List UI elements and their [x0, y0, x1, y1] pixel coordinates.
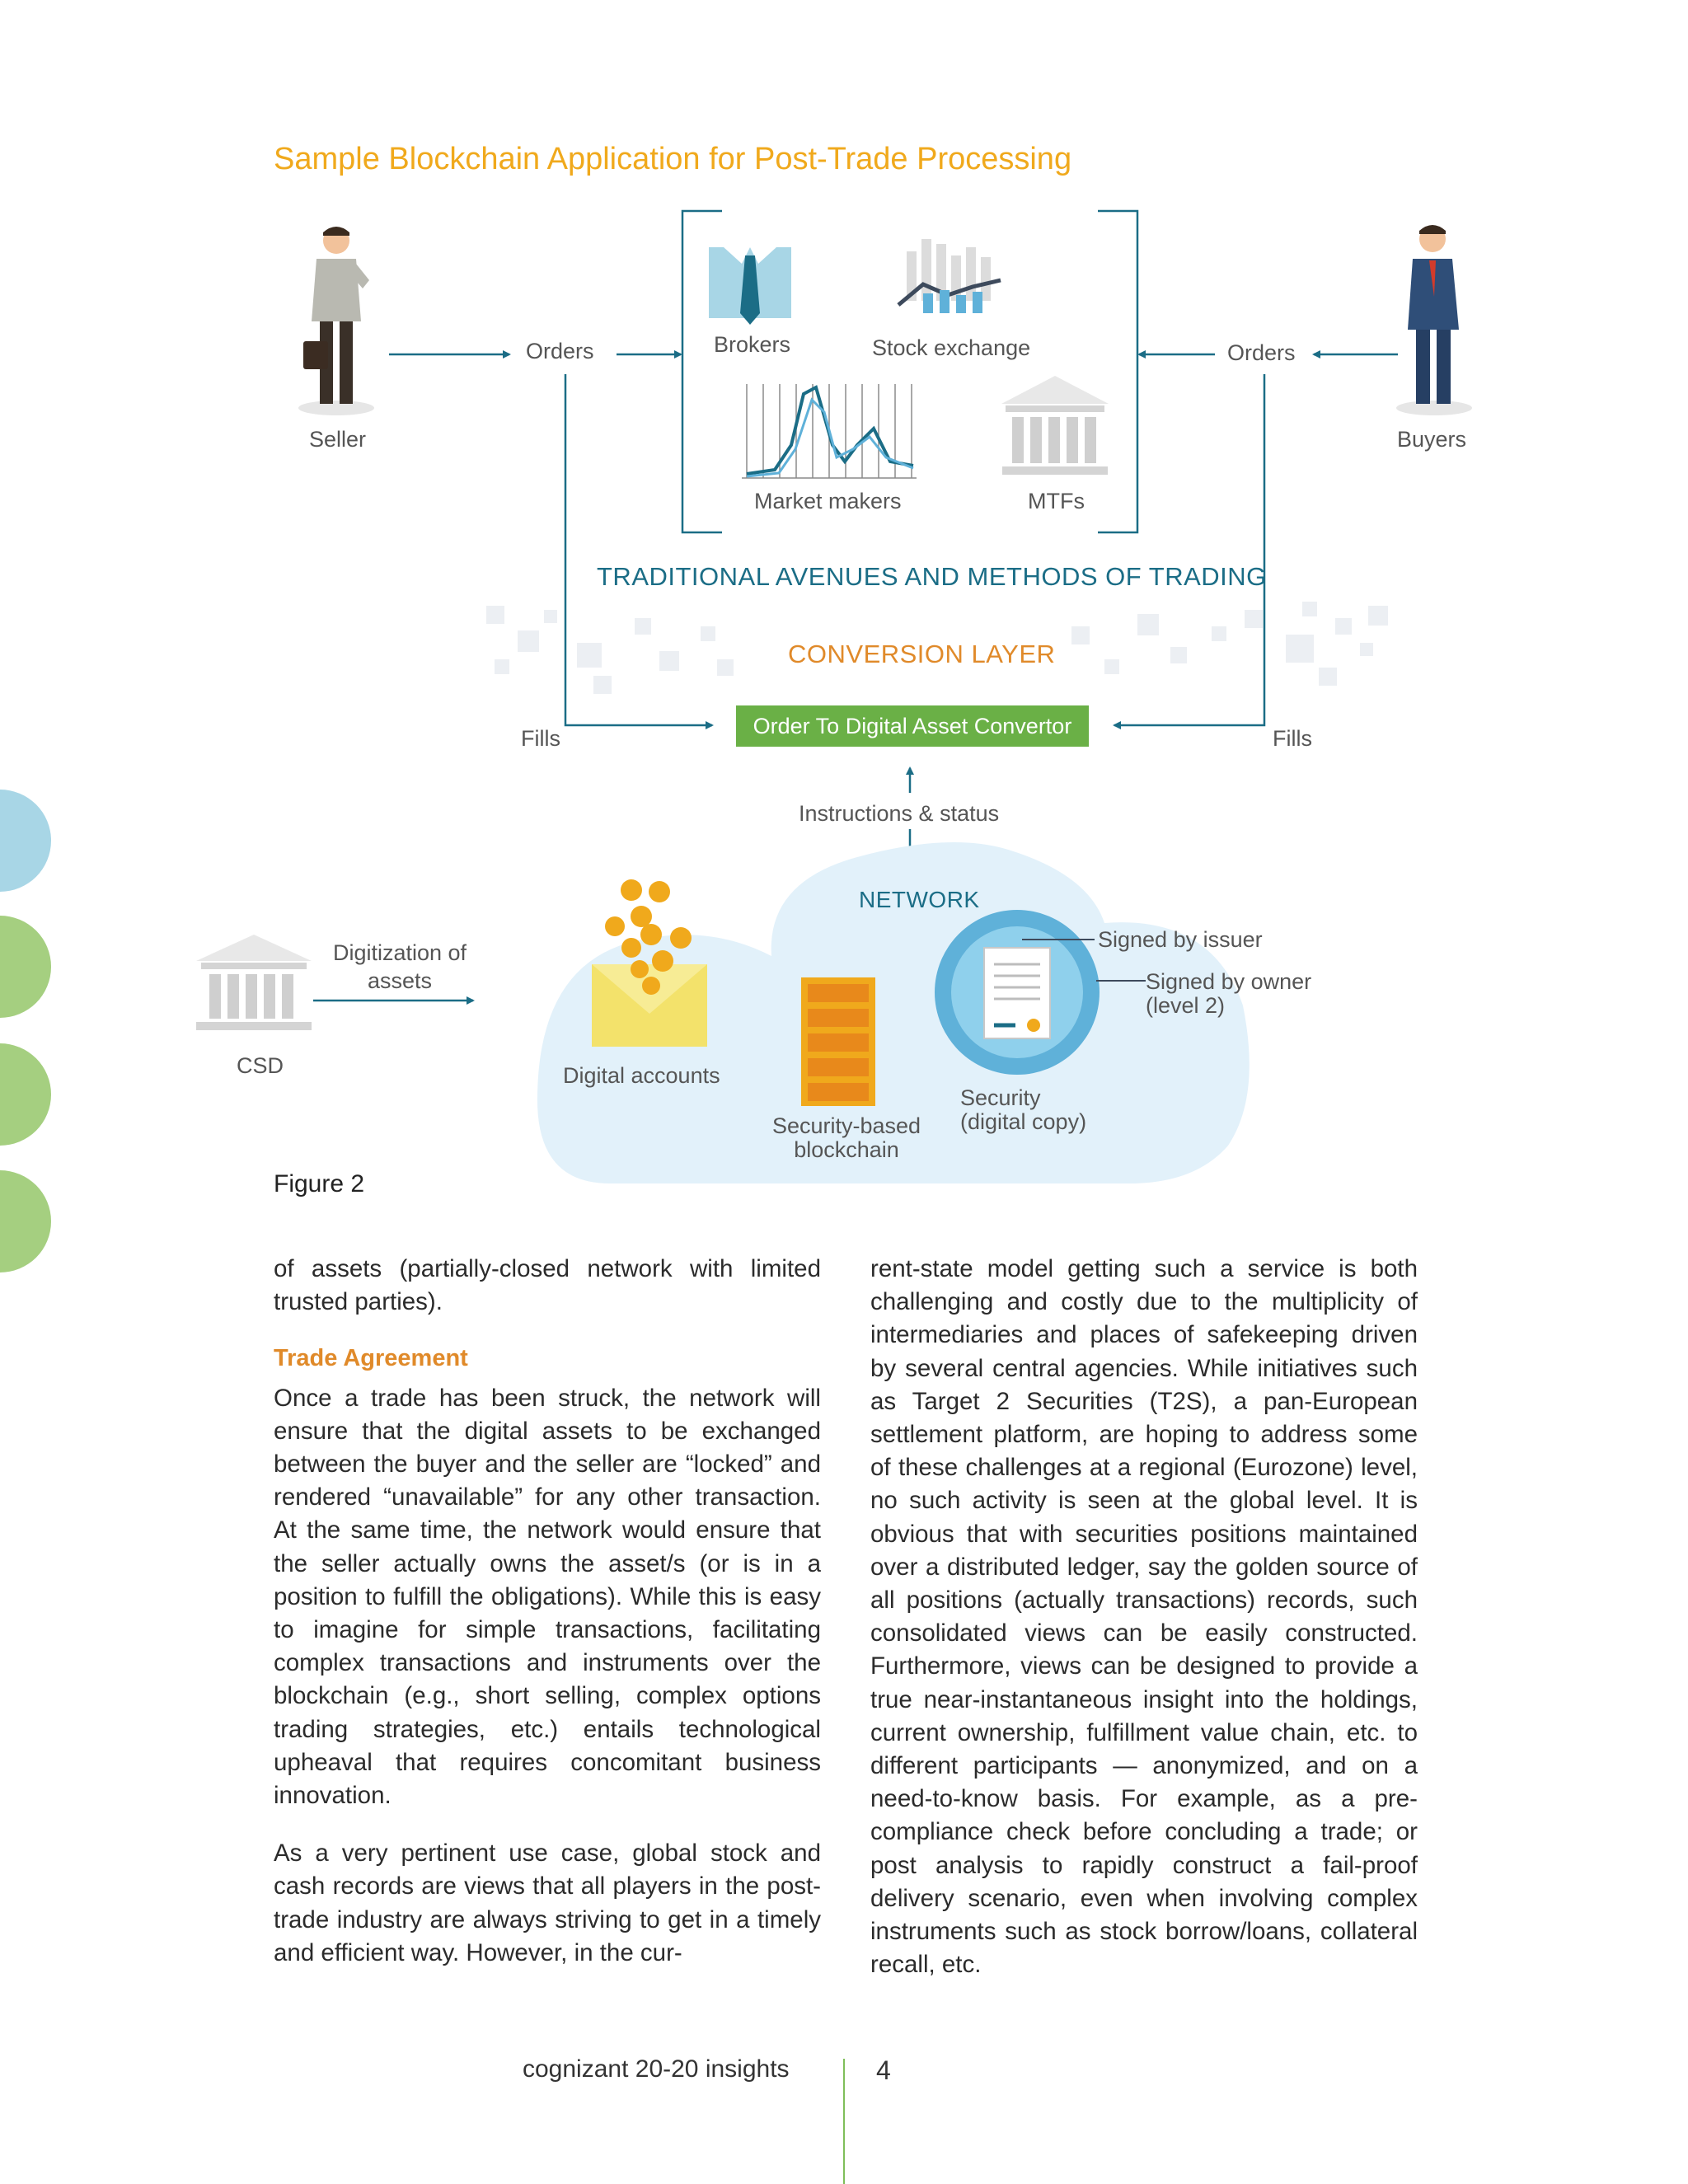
- fills-right-label: Fills: [1273, 726, 1312, 751]
- brokers-icon: [709, 247, 791, 325]
- buyer-figure: [1396, 225, 1472, 415]
- blockchain-label: Security-based blockchain: [771, 1113, 921, 1162]
- security-label: Security (digital copy): [960, 1085, 1087, 1134]
- signed-by-issuer-label: Signed by issuer: [1098, 927, 1263, 952]
- left-paragraph-2: Once a trade has been struck, the network will ensure that the digital assets to be exchanged between the buyer and the seller are “locked” and rendered “unavailable” for any other transaction. At the same time, the network would ensure that the seller actually owns the asset/s (or is in a position to fulfill the obligations). While this is easy to imagine for simple transactions, facilitating complex transactions and instruments over the blockchain (e.g., short selling, complex options trading strategies, etc.) entails technological upheaval that requires concomitant business innovation.: [274, 1384, 821, 1810]
- mtfs-icon: [1001, 376, 1109, 475]
- fills-left-label: Fills: [521, 726, 560, 751]
- network-label: NETWORK: [859, 887, 980, 912]
- orders-right-label: Orders: [1227, 340, 1296, 365]
- instructions-status-label: Instructions & status: [799, 801, 1000, 826]
- figure-title: Sample Blockchain Application for Post-Trade Processing: [274, 142, 1072, 176]
- footer-divider: [843, 2059, 845, 2184]
- buyers-label: Buyers: [1397, 427, 1467, 452]
- seller-label: Seller: [309, 427, 367, 452]
- footer-brand: cognizant 20-20 insights: [523, 2055, 790, 2083]
- figure-caption: Figure 2: [274, 1170, 365, 1197]
- brokers-label: Brokers: [714, 332, 791, 357]
- left-paragraph-1: of assets (partially-closed network with limited trusted parties).: [274, 1255, 821, 1316]
- digitization-label: Digitization of assets: [332, 940, 467, 993]
- signed-by-owner-label: Signed by owner (level 2): [1146, 969, 1312, 1018]
- stock-exchange-icon: [898, 239, 1001, 313]
- mtfs-label: MTFs: [1028, 489, 1085, 513]
- order-convertor-box: Order To Digital Asset Convertor: [736, 705, 1089, 747]
- market-makers-label: Market makers: [754, 489, 902, 513]
- right-column: [870, 1253, 1418, 1981]
- left-paragraph-3: As a very pertinent use case, global stock and cash records are views that all players in the post-trade industry are always striving to get in a timely and efficient way. However, in the cur-: [274, 1840, 821, 1966]
- right-paragraph-1: rent-state model getting such a service is both challenging and costly due to the multiplicity of intermediaries and places of safekeeping driven by several central agencies. While initiatives such as Target 2 Securities (T2S), a pan-European settlement platform, are hoping to address some of these challenges at a regional (Eurozone) level, no such activity is seen at the global level. It is obvious that with securities positions maintained over a distributed ledger, say the golden source of all positions (actually transactions) records, such consolidated views can be easily constructed. Furthermore, views can be designed to provide a true near-instantaneous insight into the holdings, current ownership, fulfillment value chain, etc. to different participants — anonymized, and on a need-to-know basis. For example, as a pre-compliance check before concluding a trade; or post analysis to rapidly construct a fail-proof delivery scenario, even when involving complex instruments such as stock borrow/loans, collateral recall, etc.: [870, 1255, 1418, 1979]
- section-heading: Trade Agreement: [274, 1345, 468, 1372]
- conversion-layer-heading: CONVERSION LAYER: [788, 640, 1056, 668]
- orders-left-label: Orders: [526, 339, 594, 363]
- seller-figure: [298, 227, 374, 415]
- stock-exchange-label: Stock exchange: [872, 335, 1031, 360]
- traditional-avenues-heading: TRADITIONAL AVENUES AND METHODS OF TRADING: [597, 562, 1267, 591]
- left-column: [274, 1253, 821, 1970]
- digital-accounts-label: Digital accounts: [563, 1063, 720, 1088]
- market-makers-icon: [742, 384, 917, 478]
- csd-label: CSD: [237, 1053, 284, 1078]
- blockchain-server-icon: [801, 977, 875, 1106]
- page-number: 4: [876, 2055, 891, 2085]
- csd-building-icon: [196, 935, 312, 1030]
